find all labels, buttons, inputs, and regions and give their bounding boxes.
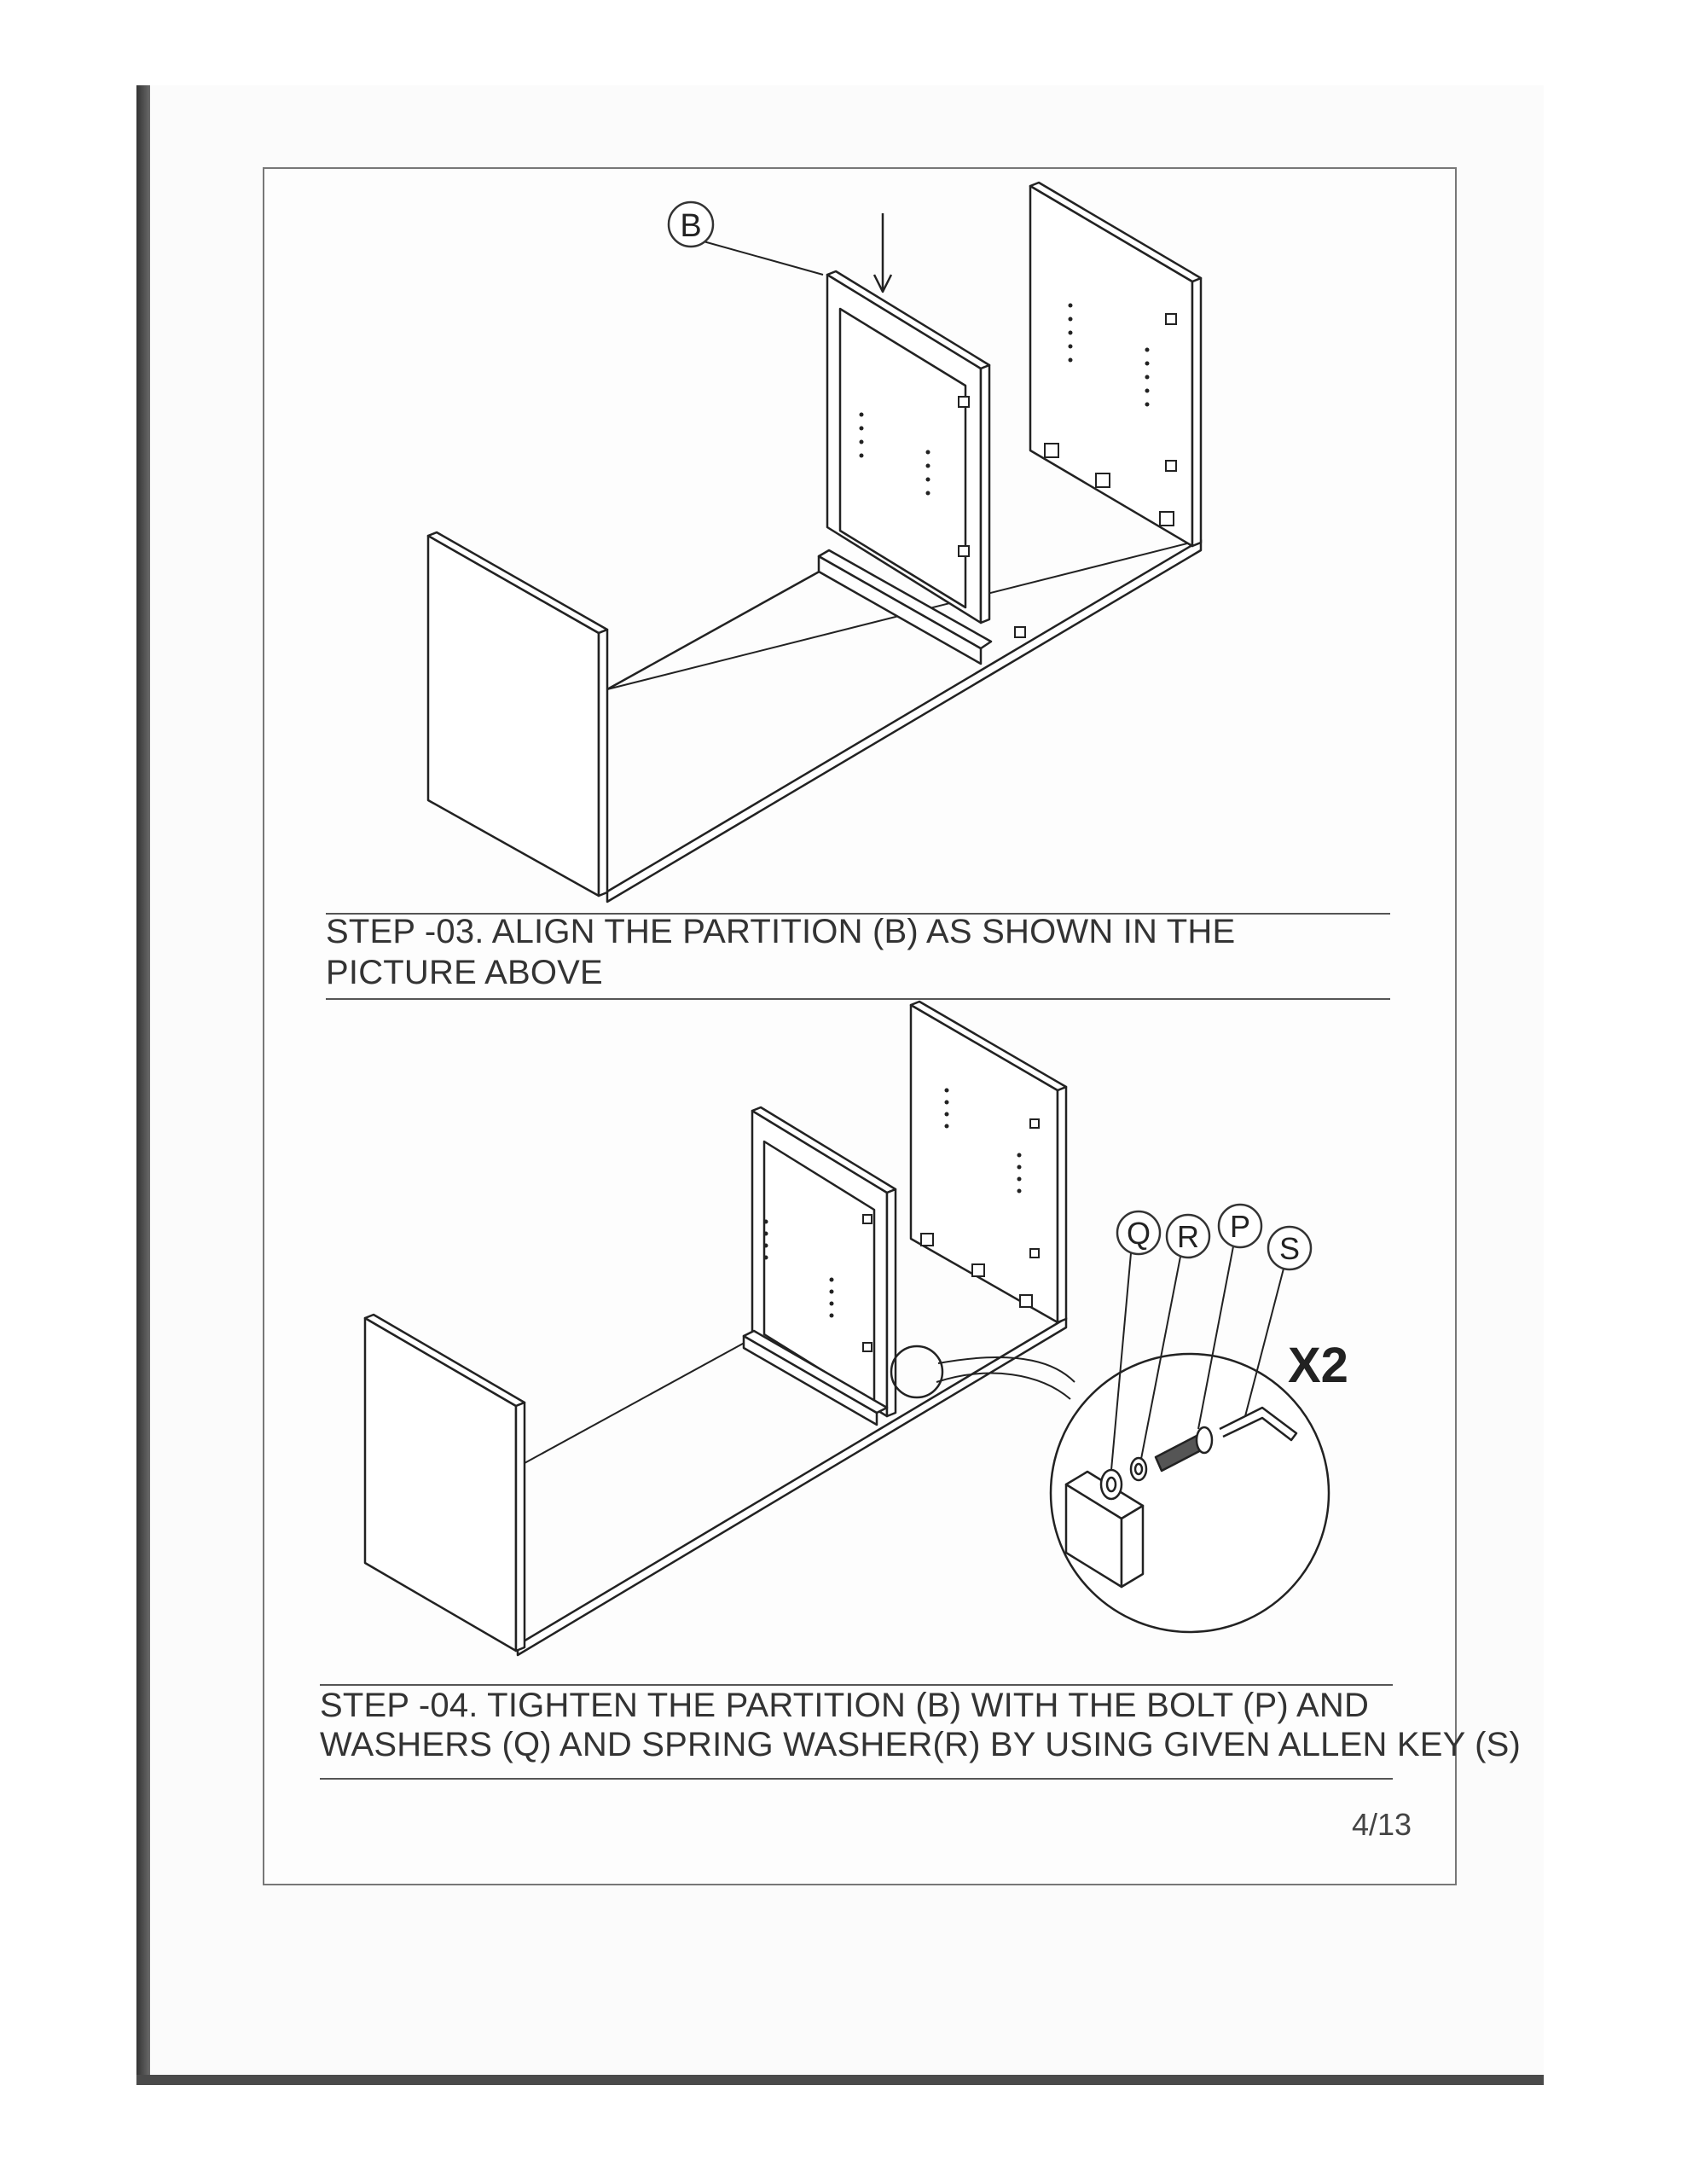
step3-illustration (0, 0, 1687, 904)
page-number: 4/13 (1352, 1807, 1412, 1842)
left-side-panel (428, 536, 599, 896)
detail-source-circle (891, 1346, 942, 1397)
paper-bottom-shadow (136, 2075, 1544, 2085)
callout-b-label: B (680, 208, 702, 244)
step4-caption-line2: WASHERS (Q) AND SPRING WASHER(R) BY USING GIVEN ALLEN KEY (S) (320, 1726, 1522, 1763)
callout-q-label: Q (1126, 1216, 1151, 1251)
left-side-panel-step4 (365, 1318, 516, 1651)
step4-bottom-rule (320, 1778, 1393, 1780)
callout-s-label: S (1278, 1231, 1301, 1266)
quantity-label: X2 (1288, 1338, 1348, 1393)
step3-caption-line2: PICTURE ABOVE (326, 954, 603, 991)
callout-r-label: R (1177, 1219, 1199, 1254)
step4-caption-line1: STEP -04. TIGHTEN THE PARTITION (B) WITH THE BOLT (P) AND (320, 1687, 1370, 1724)
step3-caption-line1: STEP -03. ALIGN THE PARTITION (B) AS SHOWN IN THE (326, 913, 1236, 950)
step4-illustration (0, 998, 1687, 1681)
callout-p-label: P (1229, 1209, 1251, 1244)
right-side-panel (1030, 186, 1192, 546)
